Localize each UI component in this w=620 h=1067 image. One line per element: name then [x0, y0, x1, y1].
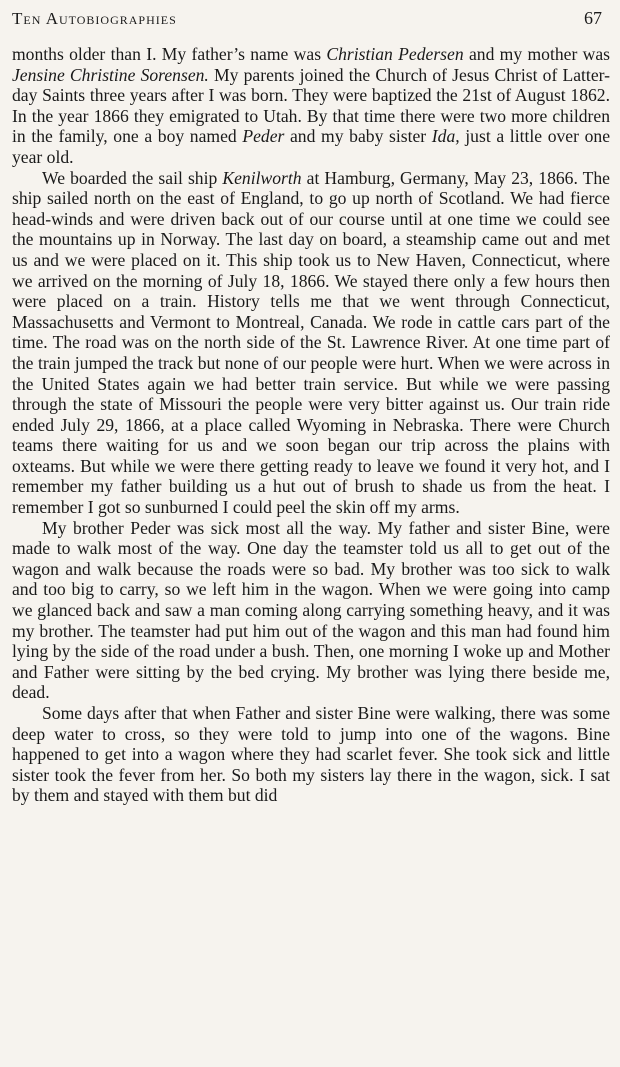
paragraph-1 — [12, 44, 610, 168]
body-text — [12, 44, 610, 806]
text-run: just a little over one year old. — [12, 126, 610, 167]
text-run: and my baby sister — [284, 126, 432, 147]
paragraph-2 — [12, 168, 610, 518]
running-title: Ten Autobiographies — [12, 9, 177, 28]
italic-name-peder: Peder — [242, 126, 285, 147]
text-run: at Hamburg, Germany, May 23, 1866. The ship sailed north on the east of England, to go up north of Scotland. We had fierce head-winds and were driven back out of our course until at one time we could see the mountains up in Norway. The last day on board, a steamship came out and met us and we were placed on it. This ship took us to New Haven, Connecticut, where we arrived on the morning of July 18, 1866. We stayed there only a few hours then were placed on a train. History tells me that we went through Connecticut, Massachusetts and Vermont to Montreal, Canada. We rode in cattle cars part of the time. The road was on the north side of the St. Lawrence River. At one time part of the train jumped the track but none of our people were hurt. When we were across in the United States again we had better train service. But while we were passing through the state of Missouri the people were very bitter against us. Our train ride ended July 29, 1866, at a place called Wyoming in Nebraska. There were Church teams there waiting for us and we soon began our trip across the plains with oxteams. But while we were there getting ready to leave we found it very hot, and I remember my father building us a hut out of brush to shade us from the heat. I remember I got so sunburned I could peel the skin off my arms. — [12, 167, 610, 518]
italic-name-ida: Ida, — [431, 126, 460, 147]
text-run: We boarded the sail ship — [42, 167, 223, 188]
text-run: and my mother was — [463, 44, 610, 64]
text-run: months older than I. My father’s name was — [12, 44, 327, 64]
text-run: Some days after that when Father and sister Bine were walking, there was some deep water to cross, so they were told to jump into one of the wagons. Bine happened to get into a wagon where they had scarlet fever. She took sick and little sister took the fever from her. So both my sisters lay there in the wagon, sick. I sat by them and stayed with them but did — [12, 703, 610, 806]
text-run: My brother Peder was sick most all the way. My father and sister Bine, were made to walk most of the way. One day the teamster told us all to get out of the wagon and walk because the roads were so bad. My brother was too sick to walk and too big to carry, so we left him in the wagon. When we were going into camp we glanced back and saw a man coming along carrying something heavy, and it was my brother. The teamster had put him out of the wagon and this man had found him lying by the side of the road under a bush. Then, one morning I woke up and Mother and Father were sitting by the bed crying. My brother was lying there beside me, dead. — [12, 517, 610, 703]
italic-name-jensine-christine-sorensen: Jensine Christine Sorensen. — [12, 64, 209, 85]
italic-name-christian-pedersen: Christian Pedersen — [326, 44, 464, 64]
paragraph-3 — [12, 518, 610, 703]
italic-ship-name-kenilworth: Kenilworth — [222, 167, 302, 188]
paragraph-4 — [12, 703, 610, 806]
text-run: My parents joined the Church of Jesus Christ of Latter-day Saints three years after I was born. They were baptized the 21st of August 1862. In the year 1866 they emigrated to Utah. By that time there were two more children in the family, one a boy named — [12, 64, 610, 147]
page-number: 67 — [584, 8, 602, 28]
running-header — [12, 8, 610, 44]
